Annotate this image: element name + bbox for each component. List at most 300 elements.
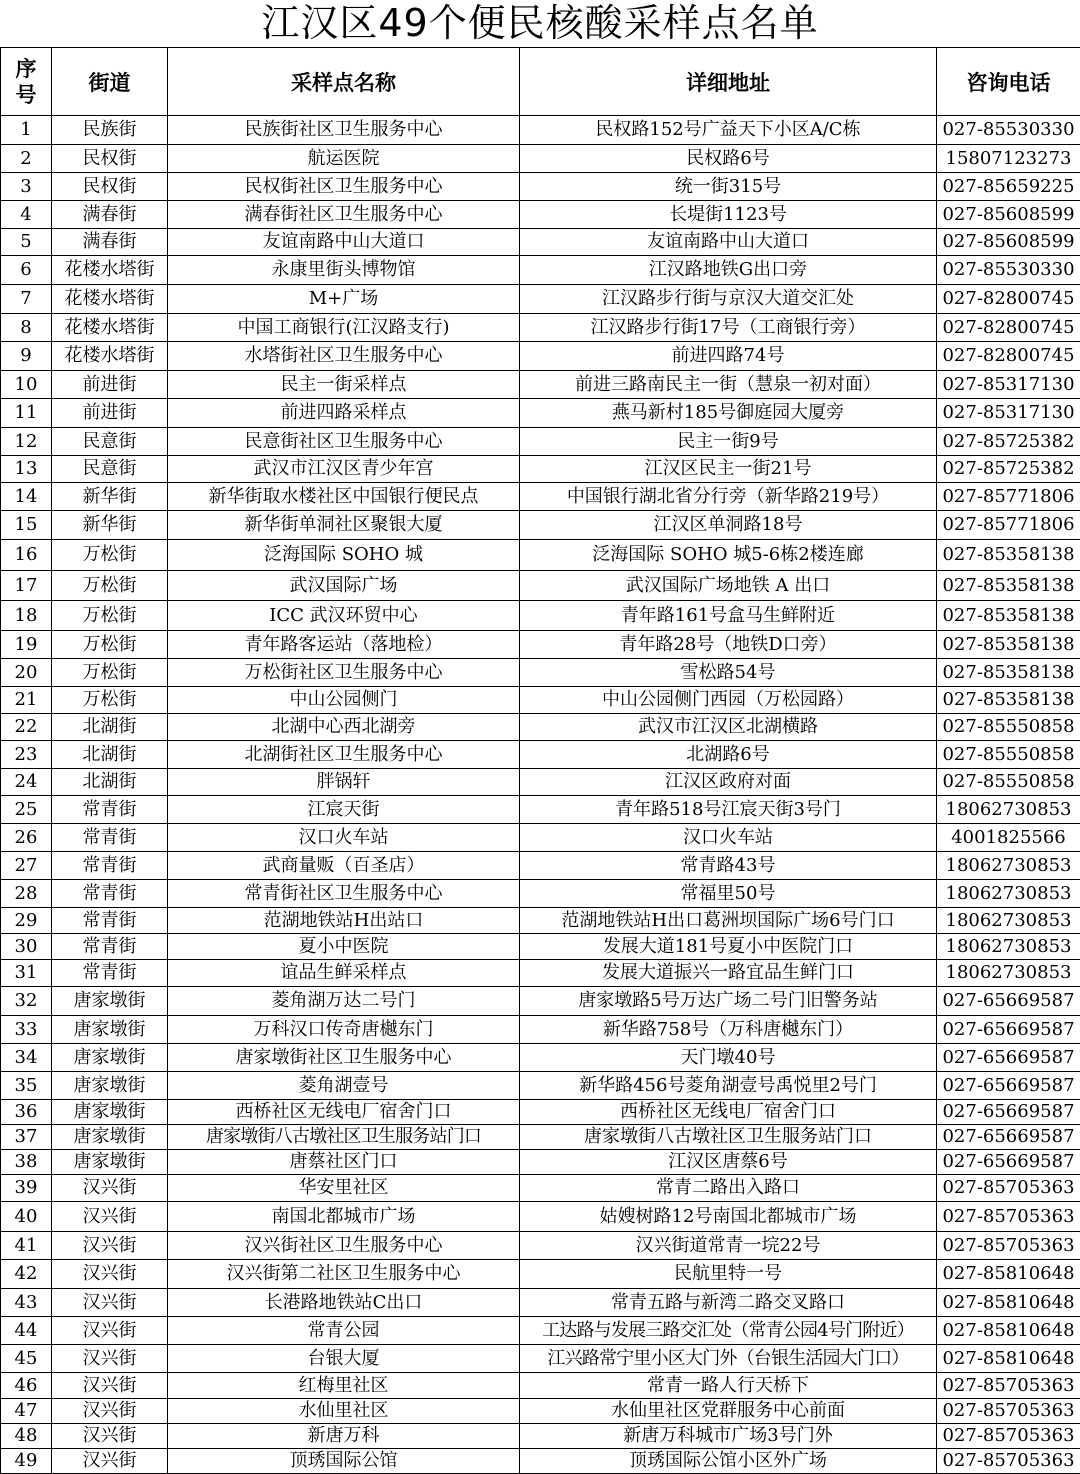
- cell-no: 31: [1, 960, 52, 987]
- table-row: [1, 1044, 1080, 1072]
- cell-no: 44: [1, 1317, 52, 1345]
- cell-site-name: 谊品生鲜采样点: [168, 960, 520, 987]
- cell-address: 友谊南路中山大道口: [520, 229, 937, 256]
- cell-street: 万松街: [52, 571, 168, 601]
- table-row: [1, 687, 1080, 714]
- cell-site-name: 范湖地铁站H出站口: [168, 908, 520, 934]
- header-site: 采样点名称: [168, 48, 520, 116]
- cell-address: 唐家墩街八古墩社区卫生服务站门口: [520, 1125, 937, 1150]
- cell-address: 江汉路步行街与京汉大道交汇处: [520, 285, 937, 314]
- cell-address: 长堤街1123号: [520, 201, 937, 229]
- table-row: [1, 1202, 1080, 1232]
- cell-no: 32: [1, 987, 52, 1016]
- table-row: [1, 769, 1080, 796]
- cell-phone: 4001825566: [937, 824, 1080, 852]
- cell-no: 39: [1, 1175, 52, 1202]
- cell-address: 前进四路74号: [520, 342, 937, 371]
- cell-site-name: 武汉市江汉区青少年宫: [168, 456, 520, 483]
- cell-site-name: 胖锅轩: [168, 769, 520, 796]
- cell-site-name: 新唐万科: [168, 1424, 520, 1449]
- cell-street: 民意街: [52, 428, 168, 456]
- table-row: [1, 1424, 1080, 1449]
- cell-street: 常青街: [52, 960, 168, 987]
- cell-no: 8: [1, 314, 52, 342]
- cell-address: 武汉国际广场地铁 A 出口: [520, 571, 937, 601]
- cell-site-name: 汉兴街第二社区卫生服务中心: [168, 1260, 520, 1289]
- cell-address: 顶琇国际公馆小区外广场: [520, 1449, 937, 1474]
- table-row: [1, 824, 1080, 852]
- cell-site-name: 青年路客运站（落地检）: [168, 631, 520, 659]
- table-row: [1, 456, 1080, 483]
- cell-phone: 027-85358138: [937, 601, 1080, 631]
- cell-address: 江汉区唐蔡6号: [520, 1150, 937, 1175]
- table-row: [1, 314, 1080, 342]
- cell-phone: 027-85317130: [937, 399, 1080, 428]
- header-phone: 咨询电话: [937, 48, 1080, 116]
- table-row: [1, 1260, 1080, 1289]
- cell-phone: 027-85705363: [937, 1399, 1080, 1424]
- cell-phone: 027-85771806: [937, 483, 1080, 511]
- cell-phone: 18062730853: [937, 852, 1080, 880]
- cell-no: 7: [1, 285, 52, 314]
- cell-phone: 027-65669587: [937, 1044, 1080, 1072]
- cell-phone: 027-85358138: [937, 631, 1080, 659]
- cell-address: 常福里50号: [520, 880, 937, 908]
- cell-site-name: 满春街社区卫生服务中心: [168, 201, 520, 229]
- table-row: [1, 934, 1080, 960]
- table-row: [1, 601, 1080, 631]
- cell-phone: 027-82800745: [937, 314, 1080, 342]
- table-row: [1, 145, 1080, 173]
- cell-no: 4: [1, 201, 52, 229]
- table-row: [1, 511, 1080, 540]
- cell-phone: 027-85358138: [937, 540, 1080, 571]
- cell-phone: 027-85317130: [937, 371, 1080, 399]
- cell-site-name: 民主一街采样点: [168, 371, 520, 399]
- cell-phone: 027-65669587: [937, 1100, 1080, 1125]
- cell-no: 17: [1, 571, 52, 601]
- cell-address: 燕马新村185号御庭园大厦旁: [520, 399, 937, 428]
- cell-address: 青年路28号（地铁D口旁）: [520, 631, 937, 659]
- cell-no: 45: [1, 1345, 52, 1373]
- cell-site-name: 唐蔡社区门口: [168, 1150, 520, 1175]
- cell-street: 唐家墩街: [52, 1044, 168, 1072]
- cell-street: 汉兴街: [52, 1373, 168, 1399]
- table-row: [1, 540, 1080, 571]
- cell-phone: 027-85530330: [937, 116, 1080, 145]
- cell-no: 5: [1, 229, 52, 256]
- table-row: [1, 483, 1080, 511]
- cell-no: 15: [1, 511, 52, 540]
- cell-no: 34: [1, 1044, 52, 1072]
- cell-phone: 027-85550858: [937, 769, 1080, 796]
- cell-site-name: 水塔街社区卫生服务中心: [168, 342, 520, 371]
- header-street: 街道: [52, 48, 168, 116]
- table-row: [1, 173, 1080, 201]
- table-row: [1, 1016, 1080, 1044]
- cell-address: 新华路456号菱角湖壹号禹悦里2号门: [520, 1072, 937, 1100]
- cell-site-name: 万松街社区卫生服务中心: [168, 659, 520, 687]
- cell-street: 汉兴街: [52, 1399, 168, 1424]
- cell-no: 42: [1, 1260, 52, 1289]
- cell-address: 江汉区民主一街21号: [520, 456, 937, 483]
- cell-street: 唐家墩街: [52, 1016, 168, 1044]
- cell-address: 民主一街9号: [520, 428, 937, 456]
- header-address: 详细地址: [520, 48, 937, 116]
- cell-address: 西桥社区无线电厂宿舍门口: [520, 1100, 937, 1125]
- cell-phone: 027-85705363: [937, 1424, 1080, 1449]
- cell-no: 33: [1, 1016, 52, 1044]
- cell-site-name: 航运医院: [168, 145, 520, 173]
- header-seq: [1, 48, 52, 116]
- cell-no: 22: [1, 714, 52, 741]
- cell-no: 10: [1, 371, 52, 399]
- cell-no: 6: [1, 256, 52, 285]
- sampling-sites-table: [0, 47, 1080, 1474]
- table-row: [1, 342, 1080, 371]
- cell-phone: 027-82800745: [937, 285, 1080, 314]
- cell-no: 21: [1, 687, 52, 714]
- cell-street: 汉兴街: [52, 1345, 168, 1373]
- cell-no: 29: [1, 908, 52, 934]
- cell-no: 23: [1, 741, 52, 769]
- cell-address: 前进三路南民主一街（慧泉一初对面）: [520, 371, 937, 399]
- table-row: [1, 116, 1080, 145]
- cell-phone: 027-82800745: [937, 342, 1080, 371]
- table-row: [1, 796, 1080, 824]
- cell-no: 26: [1, 824, 52, 852]
- cell-street: 唐家墩街: [52, 1125, 168, 1150]
- cell-no: 30: [1, 934, 52, 960]
- cell-street: 万松街: [52, 687, 168, 714]
- cell-no: 18: [1, 601, 52, 631]
- cell-site-name: 友谊南路中山大道口: [168, 229, 520, 256]
- cell-street: 唐家墩街: [52, 1150, 168, 1175]
- cell-no: 13: [1, 456, 52, 483]
- cell-street: 民族街: [52, 116, 168, 145]
- table-row: [1, 631, 1080, 659]
- cell-no: 9: [1, 342, 52, 371]
- cell-site-name: 武商量贩（百圣店）: [168, 852, 520, 880]
- cell-address: 江汉路地铁G出口旁: [520, 256, 937, 285]
- cell-site-name: 长港路地铁站C出口: [168, 1289, 520, 1317]
- cell-phone: 027-85705363: [937, 1202, 1080, 1232]
- cell-no: 40: [1, 1202, 52, 1232]
- table-row: [1, 571, 1080, 601]
- cell-address: 常青五路与新湾二路交叉路口: [520, 1289, 937, 1317]
- cell-street: 万松街: [52, 659, 168, 687]
- cell-street: 北湖街: [52, 769, 168, 796]
- cell-phone: 027-85705363: [937, 1373, 1080, 1399]
- cell-phone: 18062730853: [937, 880, 1080, 908]
- cell-street: 常青街: [52, 824, 168, 852]
- cell-phone: 027-65669587: [937, 1125, 1080, 1150]
- table-row: [1, 1399, 1080, 1424]
- cell-address: 民航里特一号: [520, 1260, 937, 1289]
- cell-no: 19: [1, 631, 52, 659]
- cell-site-name: 新华街取水楼社区中国银行便民点: [168, 483, 520, 511]
- cell-street: 满春街: [52, 201, 168, 229]
- cell-street: 常青街: [52, 796, 168, 824]
- cell-site-name: 南国北都城市广场: [168, 1202, 520, 1232]
- cell-street: 汉兴街: [52, 1232, 168, 1260]
- cell-address: 雪松路54号: [520, 659, 937, 687]
- cell-address: 江汉区单洞路18号: [520, 511, 937, 540]
- cell-site-name: 北湖中心西北湖旁: [168, 714, 520, 741]
- cell-no: 35: [1, 1072, 52, 1100]
- table-row: [1, 659, 1080, 687]
- cell-street: 常青街: [52, 852, 168, 880]
- cell-address: 中山公园侧门西园（万松园路）: [520, 687, 937, 714]
- table-row: [1, 399, 1080, 428]
- cell-address: 工达路与发展三路交汇处（常青公园4号门附近）: [520, 1317, 937, 1345]
- table-row: [1, 880, 1080, 908]
- cell-street: 万松街: [52, 601, 168, 631]
- cell-address: 唐家墩路5号万达广场二号门旧警务站: [520, 987, 937, 1016]
- cell-address: 江汉路步行街17号（工商银行旁）: [520, 314, 937, 342]
- cell-site-name: 唐家墩街社区卫生服务中心: [168, 1044, 520, 1072]
- cell-street: 常青街: [52, 880, 168, 908]
- cell-phone: 027-85358138: [937, 659, 1080, 687]
- cell-street: 汉兴街: [52, 1289, 168, 1317]
- cell-no: 2: [1, 145, 52, 173]
- table-row: [1, 852, 1080, 880]
- cell-street: 北湖街: [52, 714, 168, 741]
- cell-phone: 027-65669587: [937, 1150, 1080, 1175]
- cell-street: 常青街: [52, 908, 168, 934]
- cell-phone: 027-65669587: [937, 987, 1080, 1016]
- cell-address: 发展大道181号夏小中医院门口: [520, 934, 937, 960]
- cell-phone: 027-65669587: [937, 1072, 1080, 1100]
- cell-site-name: M+广场: [168, 285, 520, 314]
- cell-street: 花楼水塔街: [52, 314, 168, 342]
- cell-street: 万松街: [52, 631, 168, 659]
- cell-no: 16: [1, 540, 52, 571]
- header-seq-line1: 序: [16, 56, 37, 81]
- table-row: [1, 1125, 1080, 1150]
- cell-no: 11: [1, 399, 52, 428]
- cell-street: 花楼水塔街: [52, 256, 168, 285]
- table-row: [1, 960, 1080, 987]
- cell-no: 25: [1, 796, 52, 824]
- cell-address: 青年路518号江宸天街3号门: [520, 796, 937, 824]
- cell-address: 民权路6号: [520, 145, 937, 173]
- cell-site-name: 民族街社区卫生服务中心: [168, 116, 520, 145]
- table-row: [1, 256, 1080, 285]
- cell-site-name: 常青街社区卫生服务中心: [168, 880, 520, 908]
- cell-site-name: 民意街社区卫生服务中心: [168, 428, 520, 456]
- table-row: [1, 428, 1080, 456]
- table-row: [1, 1373, 1080, 1399]
- cell-site-name: 常青公园: [168, 1317, 520, 1345]
- cell-no: 47: [1, 1399, 52, 1424]
- cell-phone: 18062730853: [937, 908, 1080, 934]
- table-row: [1, 1449, 1080, 1474]
- cell-address: 泛海国际 SOHO 城5-6栋2楼连廊: [520, 540, 937, 571]
- cell-phone: 027-65669587: [937, 1016, 1080, 1044]
- table-row: [1, 1317, 1080, 1345]
- cell-street: 民权街: [52, 173, 168, 201]
- cell-street: 万松街: [52, 540, 168, 571]
- cell-site-name: 万科汉口传奇唐樾东门: [168, 1016, 520, 1044]
- cell-phone: 15807123273: [937, 145, 1080, 173]
- cell-street: 汉兴街: [52, 1424, 168, 1449]
- table-row: [1, 1175, 1080, 1202]
- cell-phone: 027-85725382: [937, 456, 1080, 483]
- table-row: [1, 201, 1080, 229]
- cell-street: 花楼水塔街: [52, 342, 168, 371]
- cell-site-name: ICC 武汉环贸中心: [168, 601, 520, 631]
- cell-site-name: 武汉国际广场: [168, 571, 520, 601]
- table-body: [1, 116, 1080, 1474]
- cell-street: 汉兴街: [52, 1317, 168, 1345]
- cell-site-name: 台银大厦: [168, 1345, 520, 1373]
- cell-no: 46: [1, 1373, 52, 1399]
- cell-site-name: 华安里社区: [168, 1175, 520, 1202]
- cell-no: 27: [1, 852, 52, 880]
- cell-address: 青年路161号盒马生鲜附近: [520, 601, 937, 631]
- cell-site-name: 泛海国际 SOHO 城: [168, 540, 520, 571]
- cell-phone: 027-85550858: [937, 741, 1080, 769]
- cell-phone: 027-85771806: [937, 511, 1080, 540]
- cell-street: 北湖街: [52, 741, 168, 769]
- cell-site-name: 红梅里社区: [168, 1373, 520, 1399]
- cell-address: 统一街315号: [520, 173, 937, 201]
- cell-phone: 027-85705363: [937, 1175, 1080, 1202]
- cell-address: 中国银行湖北省分行旁（新华路219号）: [520, 483, 937, 511]
- cell-street: 汉兴街: [52, 1202, 168, 1232]
- table-row: [1, 285, 1080, 314]
- cell-street: 前进街: [52, 371, 168, 399]
- cell-street: 汉兴街: [52, 1449, 168, 1474]
- cell-phone: 027-85705363: [937, 1232, 1080, 1260]
- cell-site-name: 新华街单洞社区聚银大厦: [168, 511, 520, 540]
- table-row: [1, 1345, 1080, 1373]
- cell-address: 江汉区政府对面: [520, 769, 937, 796]
- cell-no: 36: [1, 1100, 52, 1125]
- cell-no: 41: [1, 1232, 52, 1260]
- cell-phone: 027-85810648: [937, 1260, 1080, 1289]
- cell-street: 民权街: [52, 145, 168, 173]
- cell-site-name: 夏小中医院: [168, 934, 520, 960]
- cell-address: 范湖地铁站H出口葛洲坝国际广场6号门口: [520, 908, 937, 934]
- cell-address: 常青一路人行天桥下: [520, 1373, 937, 1399]
- cell-address: 新华路758号（万科唐樾东门）: [520, 1016, 937, 1044]
- cell-site-name: 北湖街社区卫生服务中心: [168, 741, 520, 769]
- cell-phone: 18062730853: [937, 796, 1080, 824]
- cell-no: 24: [1, 769, 52, 796]
- cell-street: 汉兴街: [52, 1260, 168, 1289]
- table-row: [1, 714, 1080, 741]
- cell-no: 37: [1, 1125, 52, 1150]
- cell-site-name: 永康里街头博物馆: [168, 256, 520, 285]
- cell-phone: 027-85608599: [937, 201, 1080, 229]
- cell-phone: 027-85358138: [937, 687, 1080, 714]
- cell-address: 姑嫂树路12号南国北都城市广场: [520, 1202, 937, 1232]
- cell-phone: 18062730853: [937, 960, 1080, 987]
- table-row: [1, 1150, 1080, 1175]
- cell-no: 3: [1, 173, 52, 201]
- cell-street: 常青街: [52, 934, 168, 960]
- cell-address: 民权路152号广益天下小区A/C栋: [520, 116, 937, 145]
- cell-phone: 027-85550858: [937, 714, 1080, 741]
- cell-no: 12: [1, 428, 52, 456]
- cell-site-name: 汉兴街社区卫生服务中心: [168, 1232, 520, 1260]
- cell-no: 14: [1, 483, 52, 511]
- cell-street: 唐家墩街: [52, 1072, 168, 1100]
- cell-site-name: 唐家墩街八古墩社区卫生服务站门口: [168, 1125, 520, 1150]
- cell-no: 1: [1, 116, 52, 145]
- cell-address: 北湖路6号: [520, 741, 937, 769]
- cell-site-name: 顶琇国际公馆: [168, 1449, 520, 1474]
- cell-address: 常青路43号: [520, 852, 937, 880]
- cell-street: 前进街: [52, 399, 168, 428]
- cell-street: 民意街: [52, 456, 168, 483]
- cell-street: 新华街: [52, 511, 168, 540]
- page-title: 江汉区49个便民核酸采样点名单: [0, 0, 1080, 47]
- cell-street: 花楼水塔街: [52, 285, 168, 314]
- cell-street: 新华街: [52, 483, 168, 511]
- cell-street: 唐家墩街: [52, 1100, 168, 1125]
- cell-phone: 027-85810648: [937, 1289, 1080, 1317]
- cell-phone: 027-85705363: [937, 1449, 1080, 1474]
- cell-street: 满春街: [52, 229, 168, 256]
- cell-address: 汉口火车站: [520, 824, 937, 852]
- cell-phone: 027-85810648: [937, 1317, 1080, 1345]
- table-row: [1, 1072, 1080, 1100]
- cell-site-name: 菱角湖万达二号门: [168, 987, 520, 1016]
- cell-phone: 027-85358138: [937, 571, 1080, 601]
- table-row: [1, 1100, 1080, 1125]
- table-row: [1, 908, 1080, 934]
- cell-site-name: 江宸天街: [168, 796, 520, 824]
- cell-site-name: 民权街社区卫生服务中心: [168, 173, 520, 201]
- cell-site-name: 菱角湖壹号: [168, 1072, 520, 1100]
- cell-phone: 027-85725382: [937, 428, 1080, 456]
- cell-no: 28: [1, 880, 52, 908]
- cell-address: 武汉市江汉区北湖横路: [520, 714, 937, 741]
- cell-site-name: 前进四路采样点: [168, 399, 520, 428]
- cell-site-name: 中山公园侧门: [168, 687, 520, 714]
- cell-address: 天门墩40号: [520, 1044, 937, 1072]
- cell-street: 汉兴街: [52, 1175, 168, 1202]
- cell-no: 20: [1, 659, 52, 687]
- table-row: [1, 1232, 1080, 1260]
- cell-no: 38: [1, 1150, 52, 1175]
- cell-phone: 027-85659225: [937, 173, 1080, 201]
- cell-address: 发展大道振兴一路宜品生鲜门口: [520, 960, 937, 987]
- table-row: [1, 741, 1080, 769]
- cell-phone: 027-85810648: [937, 1345, 1080, 1373]
- cell-site-name: 中国工商银行(江汉路支行): [168, 314, 520, 342]
- cell-address: 新唐万科城市广场3号门外: [520, 1424, 937, 1449]
- cell-street: 唐家墩街: [52, 987, 168, 1016]
- table-row: [1, 987, 1080, 1016]
- table-header-row: [1, 48, 1080, 116]
- cell-address: 常青二路出入路口: [520, 1175, 937, 1202]
- cell-address: 汉兴街道常青一垸22号: [520, 1232, 937, 1260]
- cell-phone: 027-85608599: [937, 229, 1080, 256]
- header-seq-line2: 号: [16, 82, 37, 107]
- cell-site-name: 汉口火车站: [168, 824, 520, 852]
- cell-phone: 027-85530330: [937, 256, 1080, 285]
- table-row: [1, 371, 1080, 399]
- cell-no: 49: [1, 1449, 52, 1474]
- table-row: [1, 1289, 1080, 1317]
- cell-phone: 18062730853: [937, 934, 1080, 960]
- cell-address: 水仙里社区党群服务中心前面: [520, 1399, 937, 1424]
- table-row: [1, 229, 1080, 256]
